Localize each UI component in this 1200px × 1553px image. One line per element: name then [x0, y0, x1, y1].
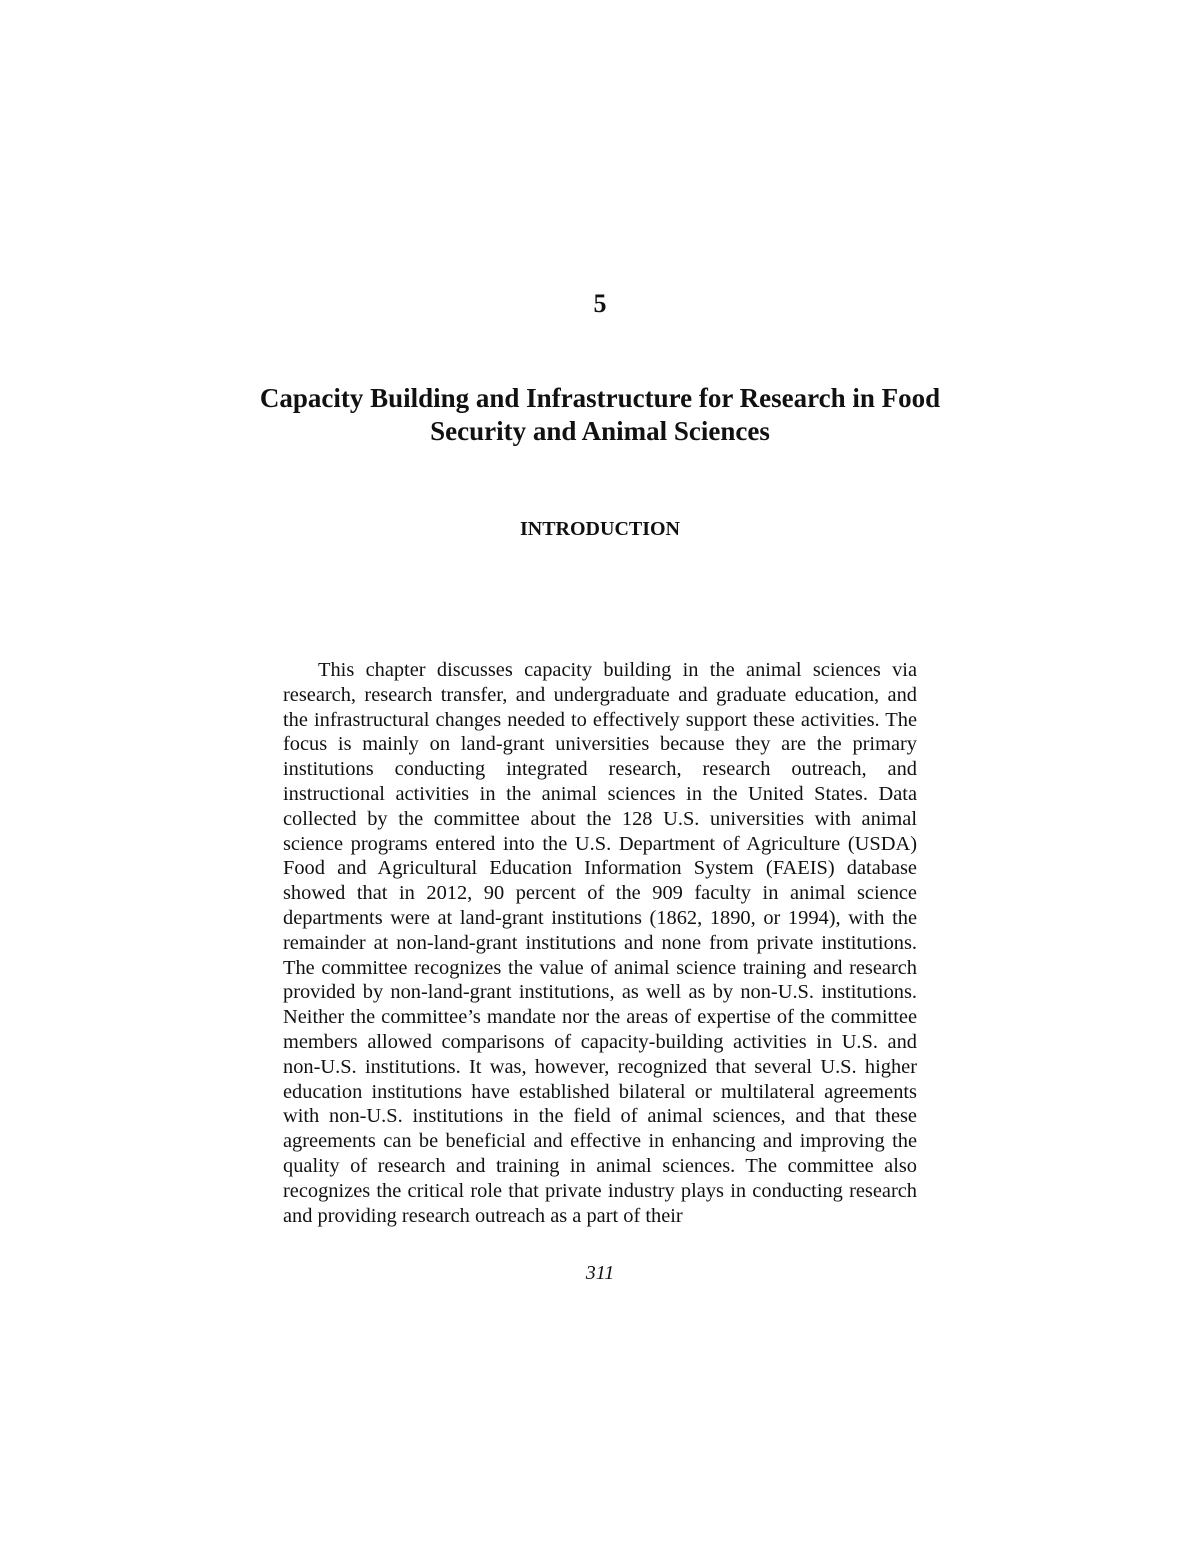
chapter-number: 5 — [593, 289, 607, 318]
body-paragraph: This chapter discusses capacity building in the animal sciences via research, research transfer, and undergraduate and graduate education, and the infrastructural changes needed to effectively support these activities. The focus is mainly on land-grant universities because they are the primary institutions conducting integrated research, research outreach, and instructional activities in the animal sciences in the United States. Data collected by the committee about the 128 U.S. universities with animal science programs entered into the U.S. Department of Agriculture (USDA) Food and Agricultural Education Information System (FAEIS) database showed that in 2012, 90 percent of the 909 faculty in animal science departments were at land-grant institutions (1862, 1890, or 1994), with the remainder at non-land-grant institutions and none from private institutions. The committee recognizes the value of animal science training and research provided by non-land-grant institutions, as well as by non-U.S. institutions. Neither the committee’s mandate nor the areas of expertise of the committee members allowed comparisons of capacity-building activities in U.S. and non-U.S. institutions. It was, however, recognized that several U.S. higher education institutions have established bilateral or multilateral agreements with non-U.S. institutions in the field of animal sciences, and that these agreements can be beneficial and effective in enhancing and improving the quality of research and training in animal sciences. The committee also recognizes the critical role that private industry plays in conducting research and providing research outreach as a part of their — [283, 659, 917, 1227]
section-heading: INTRODUCTION — [519, 518, 681, 540]
chapter-title: Capacity Building and Infrastructure for Research in Food Security and Animal Sciences — [259, 383, 941, 446]
page-number: 311 — [585, 1262, 615, 1284]
